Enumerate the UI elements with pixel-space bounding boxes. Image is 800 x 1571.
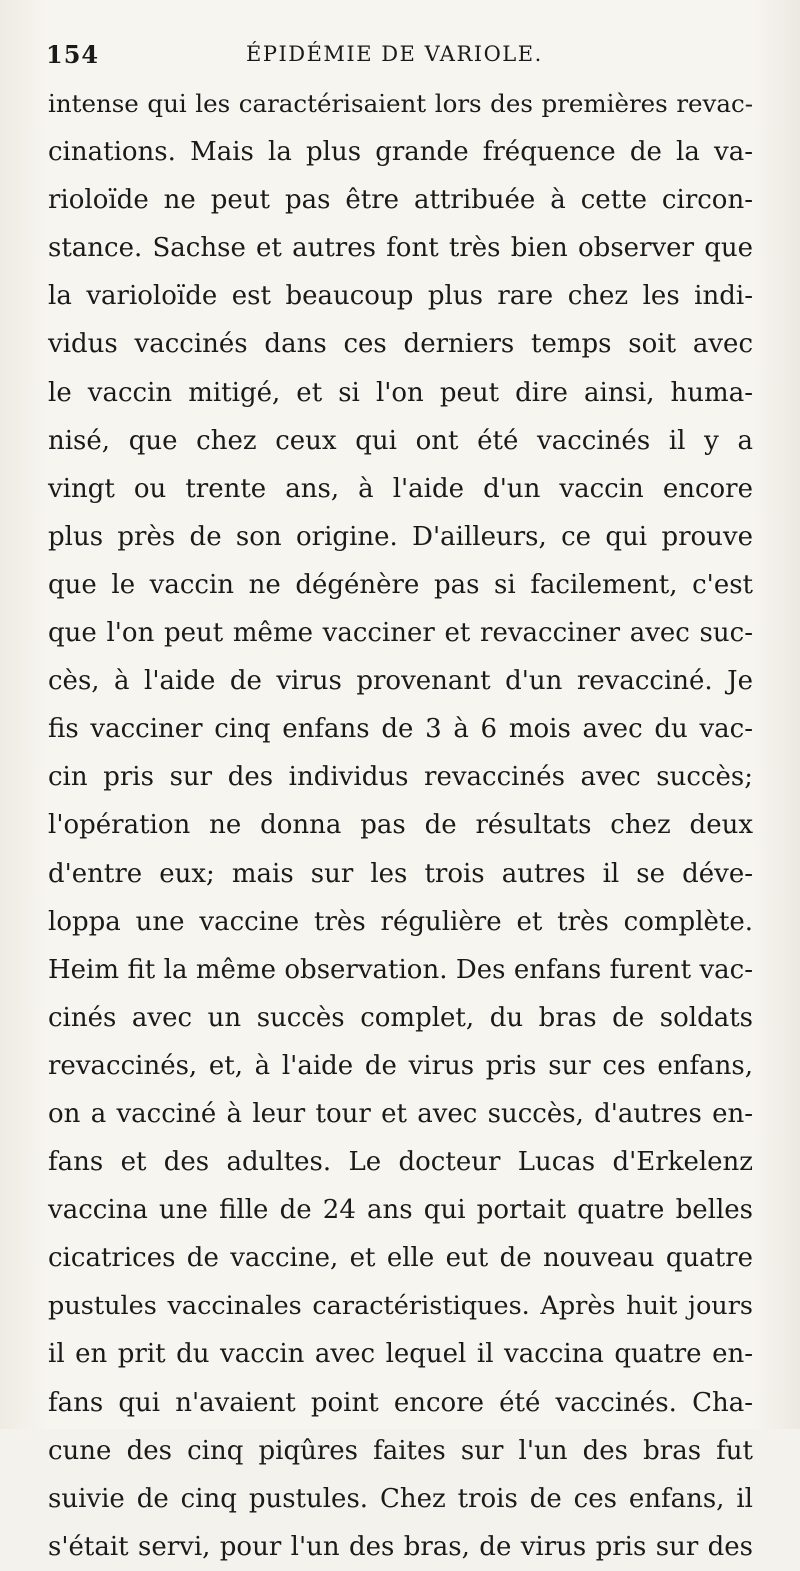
text-line: Heim fit la même observation. Des enfans furent vac- [48, 954, 753, 985]
text-line: fans qui n'avaient point encore été vaccinés. Cha- [48, 1387, 753, 1418]
text-line: s'était servi, pour l'un des bras, de virus pris sur des [48, 1531, 753, 1562]
text-line: vidus vaccinés dans ces derniers temps soit avec [48, 329, 753, 360]
text-line: intense qui les caractérisaient lors des premières revac- [48, 89, 753, 118]
page-header [46, 40, 746, 80]
text-line: cune des cinq piqûres faites sur l'un des bras fut [48, 1435, 753, 1466]
text-line: il en prit du vaccin avec lequel il vaccina quatre en- [48, 1339, 753, 1370]
text-line: cinations. Mais la plus grande fréquence de la va- [48, 137, 753, 168]
running-title: ÉPIDÉMIE DE VARIOLE. [246, 42, 543, 66]
text-line: vingt ou trente ans, à l'aide d'un vaccin encore [48, 473, 753, 504]
text-line: on a vacciné à leur tour et avec succès, d'autres en- [48, 1098, 753, 1129]
page-number: 154 [46, 40, 100, 69]
text-line: loppa une vaccine très régulière et très complète. [48, 906, 753, 937]
text-line: fans et des adultes. Le docteur Lucas d'Erkelenz [48, 1147, 753, 1178]
text-line: d'entre eux; mais sur les trois autres il se déve- [48, 858, 753, 889]
text-line: que le vaccin ne dégénère pas si facilement, c'est [48, 569, 753, 600]
text-line: la varioloïde est beaucoup plus rare chez les indi- [48, 281, 753, 312]
text-line: fis vacciner cinq enfans de 3 à 6 mois avec du vac- [48, 714, 753, 745]
text-line: nisé, que chez ceux qui ont été vaccinés il y a [48, 425, 753, 456]
text-line: pustules vaccinales caractéristiques. Après huit jours [48, 1291, 753, 1322]
text-line: l'opération ne donna pas de résultats chez deux [48, 810, 753, 841]
text-line: que l'on peut même vacciner et revacciner avec suc- [48, 618, 753, 649]
text-line: cin pris sur des individus revaccinés avec succès; [48, 762, 753, 793]
text-line: rioloïde ne peut pas être attribuée à cette circon- [48, 185, 753, 216]
text-line: le vaccin mitigé, et si l'on peut dire ainsi, huma- [48, 377, 753, 408]
text-line: vaccina une fille de 24 ans qui portait quatre belles [48, 1195, 753, 1226]
text-line: cinés avec un succès complet, du bras de soldats [48, 1002, 753, 1033]
text-line: cicatrices de vaccine, et elle eut de nouveau quatre [48, 1243, 753, 1274]
text-line: stance. Sachse et autres font très bien observer que [48, 233, 753, 264]
text-line: revaccinés, et, à l'aide de virus pris sur ces enfans, [48, 1050, 753, 1081]
text-line: plus près de son origine. D'ailleurs, ce qui prouve [48, 521, 753, 552]
body-text [48, 80, 753, 1571]
text-line: suivie de cinq pustules. Chez trois de ces enfans, il [48, 1483, 753, 1514]
text-line: cès, à l'aide de virus provenant d'un revacciné. Je [48, 666, 753, 697]
